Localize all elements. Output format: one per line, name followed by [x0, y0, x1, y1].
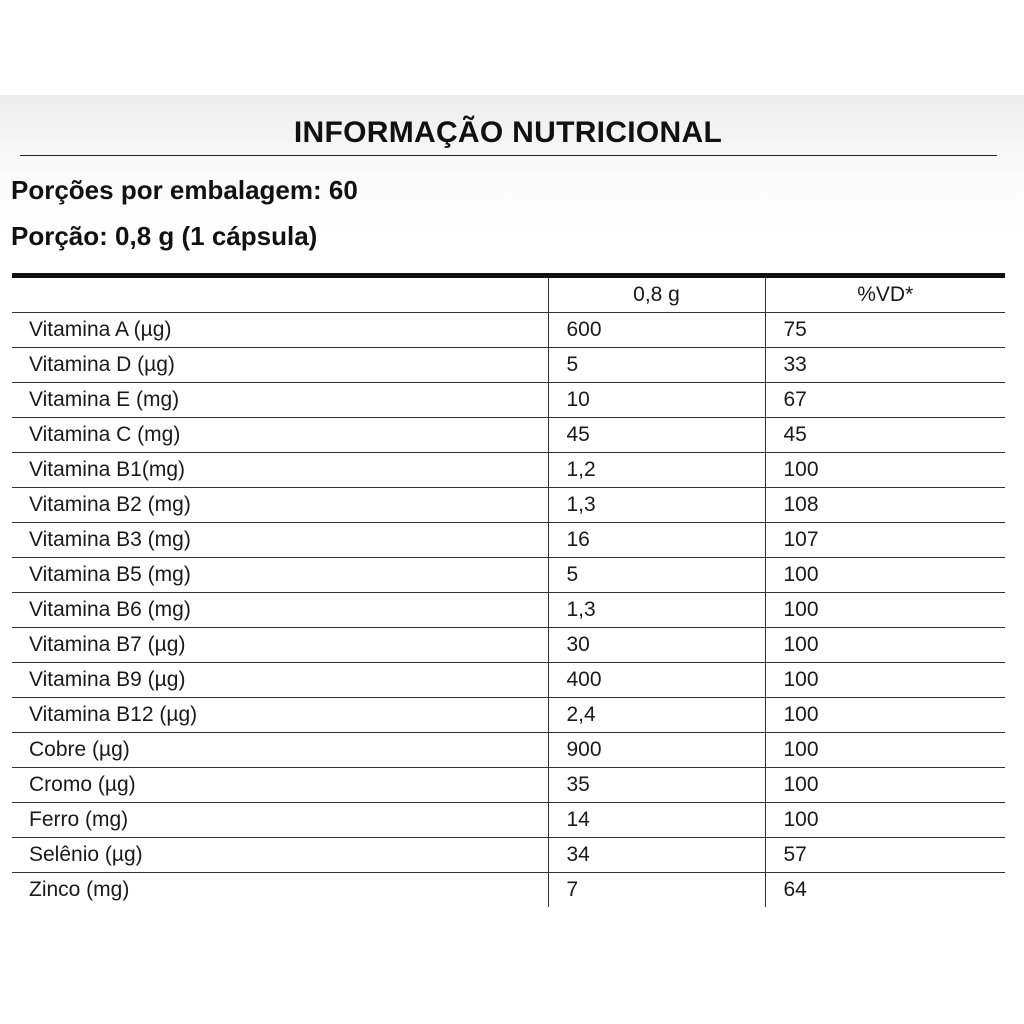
nutrient-amount: 5 — [548, 348, 765, 383]
header-nutrient — [12, 278, 548, 313]
table-row — [12, 348, 1005, 383]
nutrient-daily-value: 100 — [765, 733, 1005, 768]
nutrient-name: Vitamina B12 (µg) — [12, 698, 548, 733]
nutrient-daily-value: 100 — [765, 453, 1005, 488]
nutrient-name: Vitamina B1(mg) — [12, 453, 548, 488]
nutrient-daily-value: 57 — [765, 838, 1005, 873]
nutrient-name: Vitamina B3 (mg) — [12, 523, 548, 558]
nutrient-amount: 35 — [548, 768, 765, 803]
nutrient-daily-value: 100 — [765, 698, 1005, 733]
nutrient-amount: 10 — [548, 383, 765, 418]
table-row — [12, 523, 1005, 558]
serving-size: Porção: 0,8 g (1 cápsula) — [11, 221, 318, 251]
nutrient-daily-value: 100 — [765, 593, 1005, 628]
nutrient-amount: 1,3 — [548, 488, 765, 523]
label-title: INFORMAÇÃO NUTRICIONAL — [293, 116, 723, 149]
table-row — [12, 698, 1005, 733]
nutrient-daily-value: 33 — [765, 348, 1005, 383]
nutrient-amount: 2,4 — [548, 698, 765, 733]
nutrient-name: Cromo (µg) — [12, 768, 548, 803]
table-row — [12, 558, 1005, 593]
nutrient-amount: 14 — [548, 803, 765, 838]
table-row — [12, 873, 1005, 908]
nutrient-name: Vitamina B5 (mg) — [12, 558, 548, 593]
nutrient-name: Vitamina B2 (mg) — [12, 488, 548, 523]
table-row — [12, 418, 1005, 453]
table-row — [12, 488, 1005, 523]
table-row — [12, 383, 1005, 418]
nutrient-name: Vitamina E (mg) — [12, 383, 548, 418]
table-row — [12, 593, 1005, 628]
title-divider — [20, 155, 997, 156]
nutrition-table — [12, 278, 1005, 907]
nutrient-amount: 400 — [548, 663, 765, 698]
table-header-row — [12, 278, 1005, 313]
table-row — [12, 628, 1005, 663]
nutrient-amount: 45 — [548, 418, 765, 453]
nutrient-daily-value: 108 — [765, 488, 1005, 523]
servings-per-package: Porções por embalagem: 60 — [11, 175, 358, 205]
nutrient-name: Vitamina A (µg) — [12, 313, 548, 348]
nutrient-name: Vitamina D (µg) — [12, 348, 548, 383]
nutrient-amount: 1,3 — [548, 593, 765, 628]
table-row — [12, 663, 1005, 698]
nutrient-amount: 900 — [548, 733, 765, 768]
nutrient-name: Vitamina B7 (µg) — [12, 628, 548, 663]
nutrient-daily-value: 100 — [765, 768, 1005, 803]
table-body — [12, 313, 1005, 908]
nutrient-amount: 5 — [548, 558, 765, 593]
nutrient-name: Selênio (µg) — [12, 838, 548, 873]
nutrient-daily-value: 75 — [765, 313, 1005, 348]
nutrient-daily-value: 100 — [765, 663, 1005, 698]
nutrient-name: Vitamina B9 (µg) — [12, 663, 548, 698]
nutrient-amount: 34 — [548, 838, 765, 873]
nutrient-daily-value: 100 — [765, 558, 1005, 593]
nutrient-daily-value: 100 — [765, 628, 1005, 663]
table-row — [12, 733, 1005, 768]
nutrient-amount: 600 — [548, 313, 765, 348]
table-row — [12, 803, 1005, 838]
table-row — [12, 453, 1005, 488]
header-daily-value: %VD* — [765, 278, 1005, 313]
nutrient-daily-value: 64 — [765, 873, 1005, 908]
nutrient-name: Vitamina C (mg) — [12, 418, 548, 453]
table-row — [12, 768, 1005, 803]
nutrient-amount: 1,2 — [548, 453, 765, 488]
nutrient-name: Cobre (µg) — [12, 733, 548, 768]
nutrient-daily-value: 107 — [765, 523, 1005, 558]
nutrient-name: Ferro (mg) — [12, 803, 548, 838]
nutrient-amount: 16 — [548, 523, 765, 558]
nutrient-name: Zinco (mg) — [29, 878, 130, 901]
nutrient-daily-value: 67 — [765, 383, 1005, 418]
table-row — [12, 313, 1005, 348]
nutrient-name: Vitamina B6 (mg) — [12, 593, 548, 628]
nutrient-amount: 7 — [548, 873, 765, 908]
table-row — [12, 838, 1005, 873]
header-amount: 0,8 g — [548, 278, 765, 313]
nutrient-amount: 30 — [548, 628, 765, 663]
nutrient-daily-value: 45 — [765, 418, 1005, 453]
nutrient-daily-value: 100 — [765, 803, 1005, 838]
